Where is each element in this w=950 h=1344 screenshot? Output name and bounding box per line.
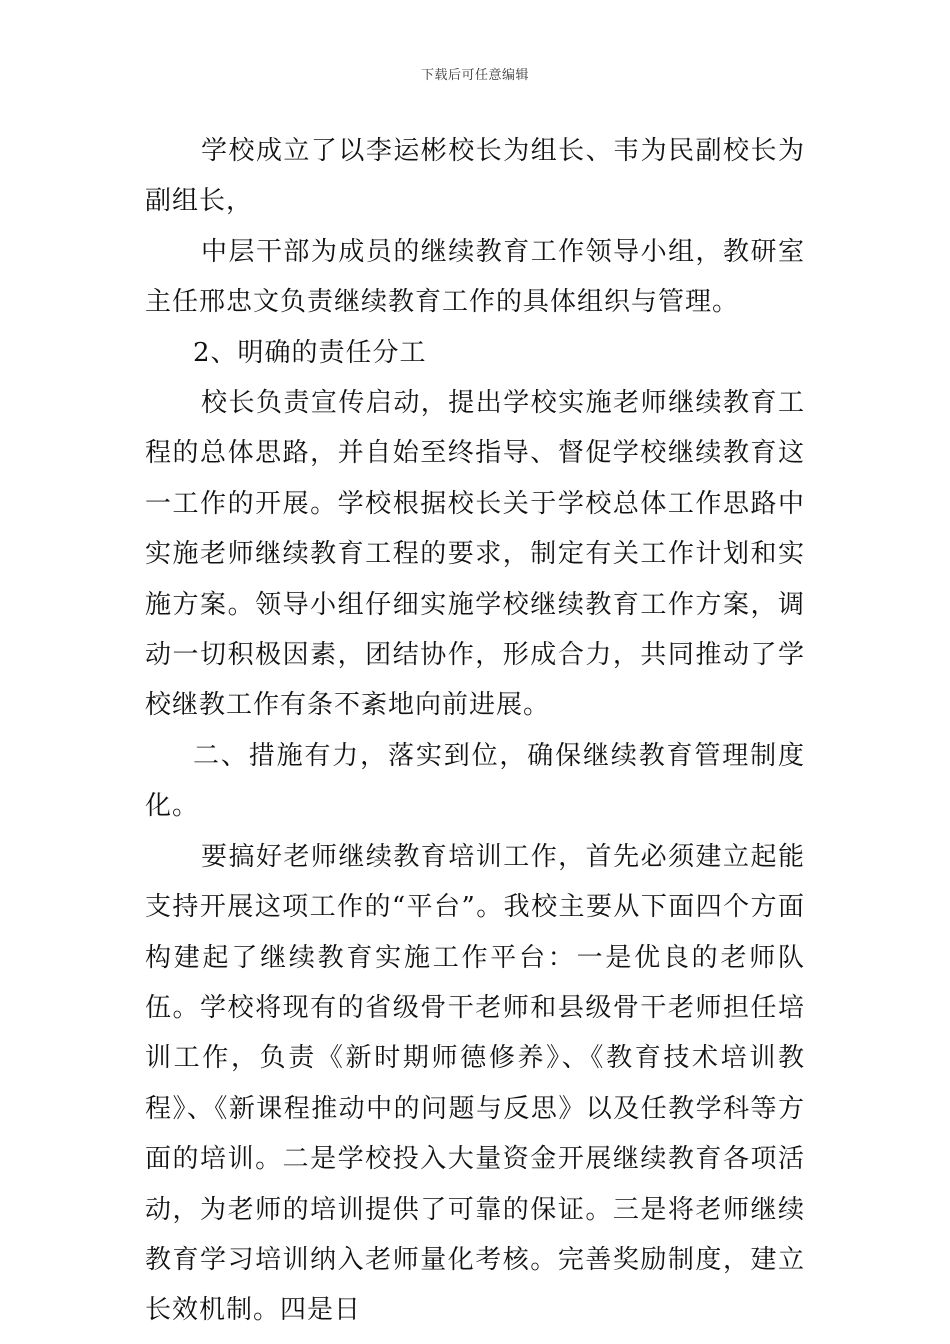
paragraph-platform: 要搞好老师继续教育培训工作，首先必须建立起能支持开展这项工作的“平台”。我校主要从下面四个方面构建起了继续教育实施工作平台：一是优良的老师队伍。学校将现有的省级骨干老师和县级骨干老师担任培训工作，负责《新时期师德修养》、《教育技术培训教程》、《新课程推动中的问题与反思》以及任教学科等方面的培训。二是学校投入大量资金开展继续教育各项活动，为老师的培训提供了可靠的保证。三是将老师继续教育学习培训纳入老师量化考核。完善奖励制度，建立长效机制。四是日 bbox=[145, 841, 805, 1326]
paragraph-responsibility: 校长负责宣传启动，提出学校实施老师继续教育工程的总体思路，并自始至终指导、督促学校继续教育这一工作的开展。学校根据校长关于学校总体工作思路中实施老师继续教育工程的要求，制定有关工作计划和实施方案。领导小组仔细实施学校继续教育工作方案，调动一切积极因素，团结协作，形成合力，共同推动了学校继教工作有条不紊地向前进展。 bbox=[145, 388, 805, 721]
document-body bbox=[145, 126, 805, 1336]
section-heading-measures: 二、措施有力，落实到位，确保继续教育管理制度化。 bbox=[145, 740, 805, 822]
page-header: 下载后可任意编辑 bbox=[420, 68, 529, 83]
paragraph-leadership-group: 学校成立了以李运彬校长为组长、韦为民副校长为副组长， bbox=[145, 136, 805, 217]
section-heading-responsibility: 2、明确的责任分工 bbox=[193, 337, 427, 368]
paragraph-group-members: 中层干部为成员的继续教育工作领导小组，教研室主任邢忠文负责继续教育工作的具体组织与管理。 bbox=[145, 236, 805, 318]
